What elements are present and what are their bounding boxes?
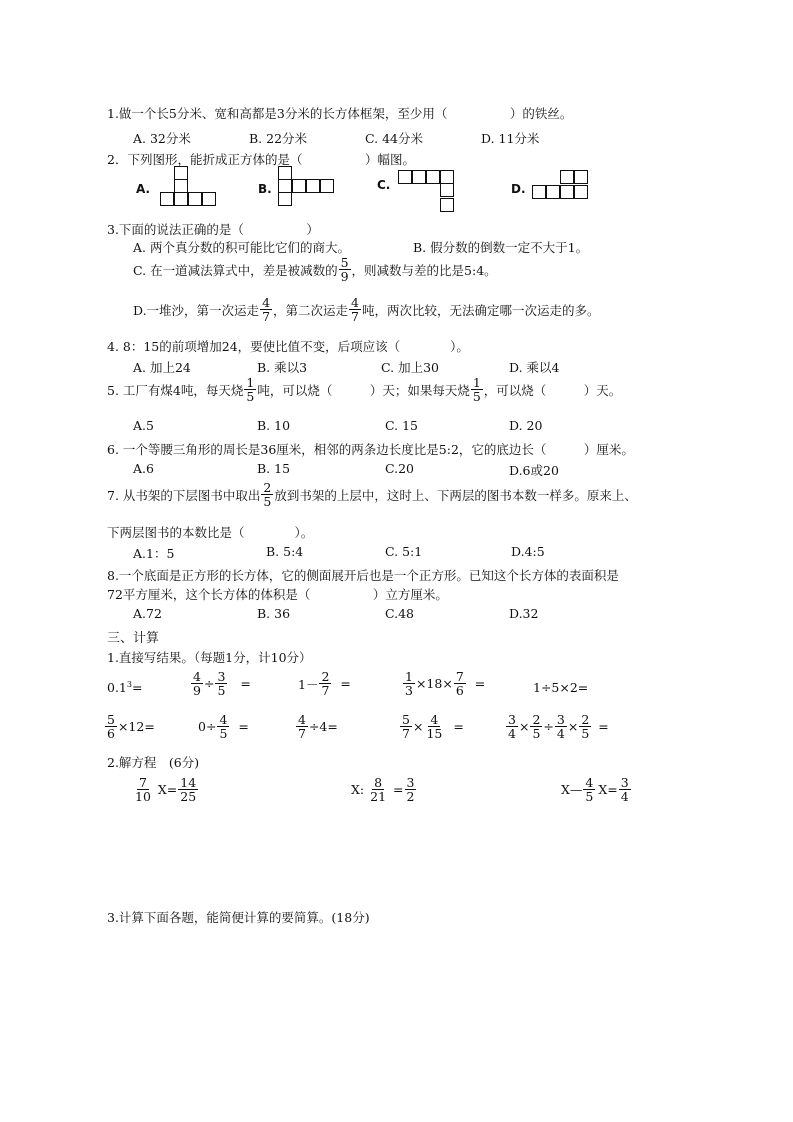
- q8-option-d: D.32: [509, 606, 539, 621]
- net-label-b: B.: [258, 182, 272, 196]
- q3-option-a: A. 两个真分数的积可能比它们的商大。: [133, 240, 350, 255]
- q6-option-a: A.6: [133, 461, 154, 476]
- q3-option-b: B. 假分数的倒数一定不大于1。: [413, 240, 589, 255]
- q8-option-c: C.48: [385, 606, 414, 621]
- q8-stem-line1: 8.一个底面是正方形的长方体，它的侧面展开后也是一个正方形。已知这个长方体的表面积是: [107, 568, 619, 583]
- q3-option-c: C. 在一道减法算式中，差是被减数的 $\frac{5}{9}$ ，则减数与差的比是5:4。: [133, 255, 497, 285]
- q7-option-a: A.1：5: [133, 546, 175, 561]
- q6-option-b: B. 15: [257, 461, 291, 476]
- q2-stem: 2．下列图形，能折成正方体的是（ ）幅图。: [107, 152, 415, 167]
- calc1-expr-6: $\frac{5}{6}$ ×12=: [107, 712, 155, 742]
- calc1-expr-2: $\frac{4}{9}$ ÷ $\frac{3}{5}$ =: [193, 669, 251, 699]
- section-heading: 三、计算: [107, 631, 160, 646]
- q4-option-a: A. 加上24: [133, 360, 191, 375]
- q4-option-c: C. 加上30: [381, 360, 439, 375]
- net-label-c: C.: [377, 178, 391, 192]
- net-label-d: D.: [511, 182, 526, 196]
- q1-option-b: B. 22分米: [249, 131, 308, 146]
- q8-option-a: A.72: [133, 606, 162, 621]
- calc1-expr-4: $\frac{1}{3}$ ×18× $\frac{7}{6}$ =: [405, 669, 486, 699]
- q4-option-b: B. 乘以3: [257, 360, 308, 375]
- q1-option-a: A. 32分米: [133, 131, 191, 146]
- q1-stem: 1.做一个长5分米、宽和高都是3分米的长方体框架，至少用（ ）的铁丝。: [107, 106, 573, 121]
- calc1-expr-5: 1÷5×2=: [533, 680, 589, 695]
- equation-1: $\frac{7}{10}$ X= $\frac{14}{25}$: [135, 775, 197, 805]
- q7-option-d: D.4:5: [511, 544, 545, 559]
- q1-option-c: C. 44分米: [365, 131, 423, 146]
- q4-stem: 4. 8：15的前项增加24，要使比值不变，后项应该（ ）。: [107, 339, 469, 354]
- calc1-expr-8: $\frac{4}{7}$ ÷4=: [298, 712, 338, 742]
- calc1-expr-3: 1－ $\frac{2}{7}$ =: [298, 669, 351, 699]
- q3-stem: 3.下面的说法正确的是（ ）: [107, 222, 319, 237]
- q5-option-a: A.5: [133, 418, 154, 433]
- equation-3: X— $\frac{4}{5}$ X= $\frac{3}{4}$: [561, 775, 629, 805]
- q5-option-b: B. 10: [257, 418, 291, 433]
- q5-stem: 5. 工厂有煤4吨，每天烧 $\frac{1}{5}$ 吨，可以烧（ ）天；如果每天烧 $\frac{1}{5}$ ，可以烧（ ）天。: [107, 375, 622, 405]
- calc1-expr-7: 0÷ $\frac{4}{5}$ =: [198, 712, 249, 742]
- q7-option-b: B. 5:4: [266, 544, 304, 559]
- calc1-title: 1.直接写结果。（每题1分，计10分）: [107, 650, 312, 665]
- q1-option-d: D. 11分米: [481, 131, 540, 146]
- q7-option-c: C. 5:1: [385, 544, 423, 559]
- q8-stem-line2: 72平方厘米，这个长方体的体积是（ ）立方厘米。: [107, 587, 448, 602]
- calc1-expr-1: $0.1^3=$: [107, 680, 143, 696]
- calc2-title: 2.解方程 (6分): [107, 755, 200, 770]
- q5-option-d: D. 20: [509, 418, 543, 433]
- calc1-expr-9: $\frac{5}{7}$ × $\frac{4}{15}$ =: [402, 712, 464, 742]
- net-label-a: A.: [136, 182, 151, 196]
- q6-stem: 6. 一个等腰三角形的周长是36厘米，相邻的两条边长度比是5:2，它的底边长（ ）厘米。: [107, 442, 634, 457]
- q5-option-c: C. 15: [385, 418, 418, 433]
- q6-option-d: D.6或20: [509, 463, 559, 478]
- equation-2: X: $\frac{8}{21}$ = $\frac{3}{2}$: [351, 775, 415, 805]
- calc3-title: 3.计算下面各题，能简便计算的要简算。(18分): [107, 910, 370, 925]
- q6-option-c: C.20: [385, 461, 414, 476]
- q7-stem-line2: 下两层图书的本数比是（ ）。: [107, 525, 314, 540]
- q7-stem: 7. 从书架的下层图书中取出 $\frac{2}{5}$ 放到书架的上层中，这时上、下两层的图书本数一样多。原来上、: [107, 480, 637, 510]
- calc1-expr-10: $\frac{3}{4}$ × $\frac{2}{5}$ ÷ $\frac{3}{4}$ × $\frac{2}{5}$ =: [508, 712, 609, 742]
- q3-option-d: D.一堆沙，第一次运走 $\frac{4}{7}$ ，第二次运走 $\frac{4}{7}$ 吨，两次比较，无法确定哪一次运走的多。: [133, 295, 600, 325]
- q4-option-d: D. 乘以4: [509, 360, 560, 375]
- q8-option-b: B. 36: [257, 606, 291, 621]
